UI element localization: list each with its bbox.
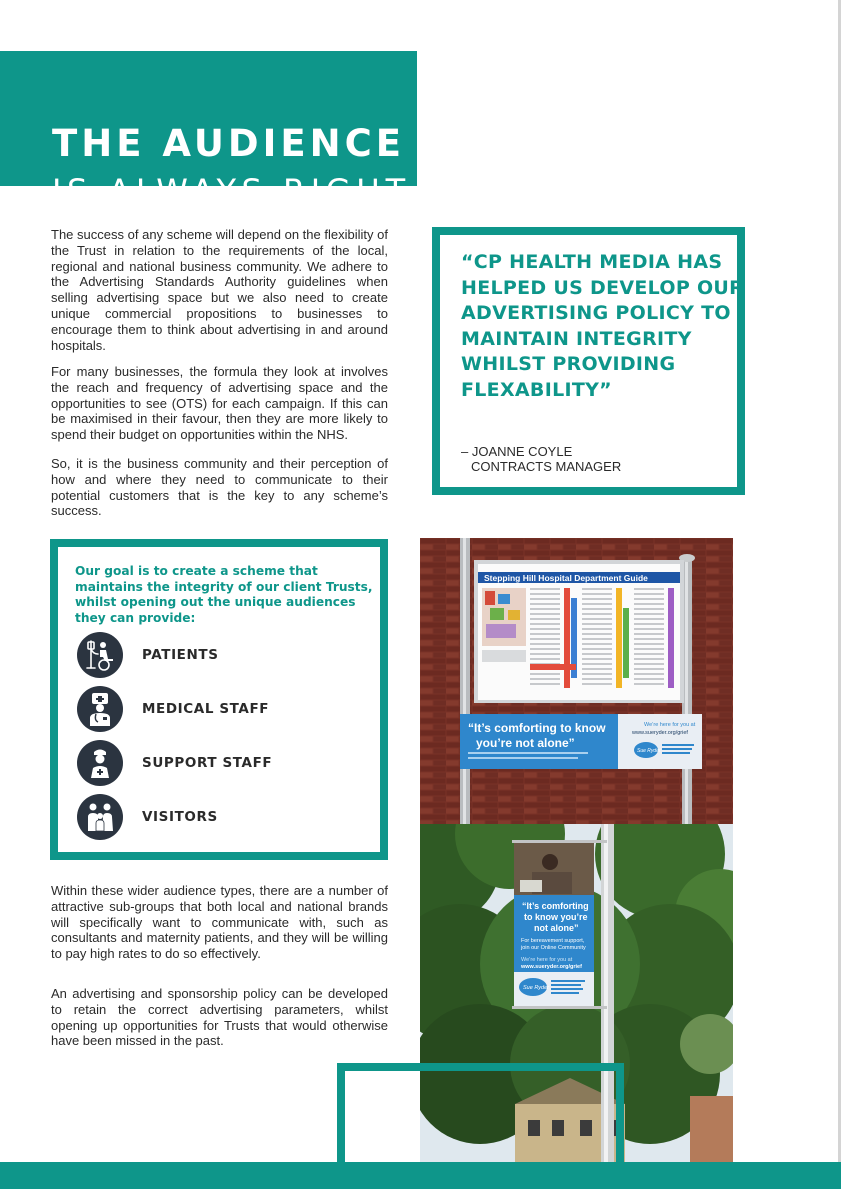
decorative-frame bbox=[337, 1063, 624, 1173]
banner-headline-line2: to know you’re bbox=[524, 912, 588, 922]
audience-label: VISITORS bbox=[142, 809, 218, 825]
ad-brand-logo: Sue Ryder bbox=[637, 748, 661, 754]
quote-attribution bbox=[461, 444, 731, 474]
audience-label: MEDICAL STAFF bbox=[142, 701, 270, 717]
ad-headline-line2: you’re not alone” bbox=[476, 736, 575, 750]
ad-url-line2: www.sueryder.org/grief bbox=[632, 730, 688, 736]
doctor-icon bbox=[77, 686, 123, 732]
ad-url-line1: We’re here for you at bbox=[644, 722, 696, 728]
quote-author: – JOANNE COYLE bbox=[461, 444, 573, 459]
signboard-illustration bbox=[420, 538, 733, 824]
body-paragraph-4: Within these wider audience types, there are a number of attractive sub-groups that both local and national brands will specifically want to communicate with, such as consultants and maternity patients, and they will be willing to pay high rates to do so effectively. bbox=[51, 883, 388, 962]
hospital-signboard-photo bbox=[420, 538, 733, 824]
banner-headline-line3: not alone” bbox=[534, 923, 579, 933]
audience-item-visitors bbox=[77, 794, 377, 840]
ad-headline-line1: “It’s comforting to know bbox=[468, 721, 606, 735]
patient-drip-icon bbox=[77, 632, 123, 678]
banner-headline-line1: “It’s comforting bbox=[522, 901, 589, 911]
audience-item-support-staff bbox=[77, 740, 377, 786]
page-subtitle: IS ALWAYS RIGHT bbox=[52, 172, 411, 210]
banner-url-line1: We’re here for you at bbox=[521, 957, 573, 963]
nurse-icon bbox=[77, 740, 123, 786]
board-title: Stepping Hill Hospital Department Guide bbox=[484, 573, 648, 583]
body-paragraph-1: The success of any scheme will depend on the flexibility of the Trust in relation to the requirements of the local, regional and national business community. We adhere to the Advertising Standards Authority guidelines when selling advertising space but we also need to create unique commercial propositions to businesses to encourage them to think about advertising in and around hospitals. bbox=[51, 227, 388, 353]
header-banner bbox=[0, 51, 417, 210]
footer-bar bbox=[0, 1162, 841, 1189]
page-title: THE AUDIENCE bbox=[52, 122, 406, 165]
goal-statement: Our goal is to create a scheme that maintains the integrity of our client Trusts, whilst opening out the unique audiences they can provide: bbox=[75, 564, 373, 625]
audience-label: PATIENTS bbox=[142, 647, 219, 663]
body-paragraph-3: So, it is the business community and their perception of how and where they need to communicate to their potential customers that is the key to any scheme’s success. bbox=[51, 456, 388, 519]
goal-box bbox=[50, 539, 388, 860]
family-icon bbox=[77, 794, 123, 840]
quote-role: CONTRACTS MANAGER bbox=[471, 459, 622, 474]
body-paragraph-5: An advertising and sponsorship policy can be developed to retain the correct advertising parameters, whilst opening up opportunities for Trusts that would otherwise have been missed in the past. bbox=[51, 986, 388, 1049]
banner-sub-line1: For bereavement support, bbox=[521, 938, 585, 944]
banner-brand-logo: Sue Ryder bbox=[523, 985, 549, 991]
testimonial-quote-box bbox=[432, 227, 745, 495]
banner-url-line2: www.sueryder.org/grief bbox=[521, 964, 582, 970]
audience-label: SUPPORT STAFF bbox=[142, 755, 273, 771]
banner-sub-line2: join our Online Community bbox=[521, 945, 586, 951]
audience-item-patients bbox=[77, 632, 377, 678]
audience-item-medical-staff bbox=[77, 686, 377, 732]
quote-text: “CP HEALTH MEDIA HAS HELPED US DEVELOP OUR ADVERTISING POLICY TO MAINTAIN INTEGRITY WHILST PROVIDING FLEXABILITY” bbox=[461, 251, 745, 401]
body-paragraph-2: For many businesses, the formula they look at involves the reach and frequency of advertising space and the opportunities to see (OTS) for each campaign. If this can be maximised in their favour, then they are more likely to spend their budget on opportunities within the NHS. bbox=[51, 364, 388, 443]
